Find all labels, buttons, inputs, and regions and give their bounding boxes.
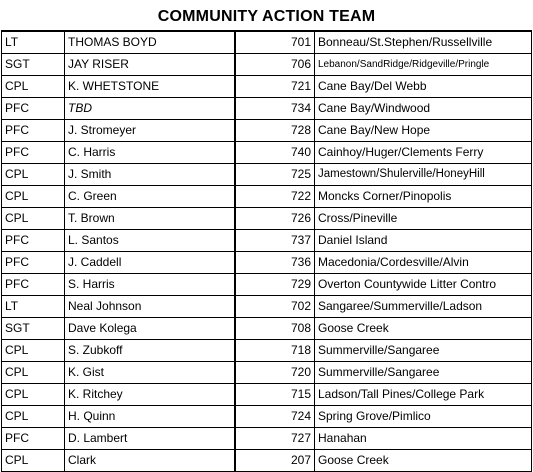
unit-number-cell[interactable]: 718 (235, 340, 315, 362)
unit-number-cell[interactable]: 721 (235, 76, 315, 98)
rank-cell[interactable]: CPL (2, 362, 65, 384)
rank-cell[interactable]: CPL (2, 450, 65, 472)
name-cell[interactable]: C. Harris (65, 142, 236, 164)
area-cell[interactable]: Cainhoy/Huger/Clements Ferry (315, 142, 532, 164)
unit-number-cell[interactable]: 725 (235, 164, 315, 186)
roster-table (1, 30, 532, 472)
rank-cell[interactable]: LT (2, 31, 65, 54)
area-cell[interactable]: Lebanon/SandRidge/Ridgeville/Pringle (315, 54, 532, 76)
unit-number-cell[interactable]: 734 (235, 98, 315, 120)
table-row (2, 296, 532, 318)
name-cell[interactable]: THOMAS BOYD (65, 31, 236, 54)
unit-number-cell[interactable]: 728 (235, 120, 315, 142)
name-cell[interactable]: Clark (65, 450, 236, 472)
rank-cell[interactable]: CPL (2, 76, 65, 98)
area-cell[interactable]: Cane Bay/New Hope (315, 120, 532, 142)
table-row (2, 31, 532, 54)
unit-number-cell[interactable]: 737 (235, 230, 315, 252)
unit-number-cell[interactable]: 720 (235, 362, 315, 384)
rank-cell[interactable]: CPL (2, 384, 65, 406)
name-cell[interactable]: Neal Johnson (65, 296, 236, 318)
unit-number-cell[interactable]: 726 (235, 208, 315, 230)
unit-number-cell[interactable]: 702 (235, 296, 315, 318)
table-row (2, 274, 532, 296)
name-cell[interactable]: TBD (65, 98, 236, 120)
table-row (2, 230, 532, 252)
table-row (2, 142, 532, 164)
name-cell[interactable]: L. Santos (65, 230, 236, 252)
roster-body (2, 31, 532, 472)
area-cell[interactable]: Jamestown/Shulerville/HoneyHill (315, 164, 532, 186)
area-cell[interactable]: Ladson/Tall Pines/College Park (315, 384, 532, 406)
rank-cell[interactable]: CPL (2, 340, 65, 362)
area-cell[interactable]: Hanahan (315, 428, 532, 450)
name-cell[interactable]: J. Stromeyer (65, 120, 236, 142)
name-cell[interactable]: JAY RISER (65, 54, 236, 76)
table-row (2, 450, 532, 472)
table-row (2, 120, 532, 142)
rank-cell[interactable]: CPL (2, 406, 65, 428)
rank-cell[interactable]: CPL (2, 164, 65, 186)
table-row (2, 76, 532, 98)
name-cell[interactable]: S. Zubkoff (65, 340, 236, 362)
rank-cell[interactable]: PFC (2, 428, 65, 450)
name-cell[interactable]: C. Green (65, 186, 236, 208)
table-row (2, 252, 532, 274)
name-cell[interactable]: T. Brown (65, 208, 236, 230)
unit-number-cell[interactable]: 727 (235, 428, 315, 450)
unit-number-cell[interactable]: 708 (235, 318, 315, 340)
area-cell[interactable]: Cane Bay/Del Webb (315, 76, 532, 98)
unit-number-cell[interactable]: 706 (235, 54, 315, 76)
area-cell[interactable]: Summerville/Sangaree (315, 362, 532, 384)
rank-cell[interactable]: CPL (2, 186, 65, 208)
area-cell[interactable]: Sangaree/Summerville/Ladson (315, 296, 532, 318)
rank-cell[interactable]: PFC (2, 98, 65, 120)
name-cell[interactable]: S. Harris (65, 274, 236, 296)
rank-cell[interactable]: CPL (2, 208, 65, 230)
table-row (2, 362, 532, 384)
name-cell[interactable]: J. Caddell (65, 252, 236, 274)
table-row (2, 208, 532, 230)
table-row (2, 318, 532, 340)
rank-cell[interactable]: PFC (2, 252, 65, 274)
name-cell[interactable]: K. Ritchey (65, 384, 236, 406)
name-cell[interactable]: D. Lambert (65, 428, 236, 450)
name-cell[interactable]: K. WHETSTONE (65, 76, 236, 98)
name-cell[interactable]: Dave Kolega (65, 318, 236, 340)
table-row (2, 164, 532, 186)
table-row (2, 428, 532, 450)
area-cell[interactable]: Macedonia/Cordesville/Alvin (315, 252, 532, 274)
area-cell[interactable]: Goose Creek (315, 318, 532, 340)
area-cell[interactable]: Cane Bay/Windwood (315, 98, 532, 120)
rank-cell[interactable]: PFC (2, 120, 65, 142)
rank-cell[interactable]: PFC (2, 142, 65, 164)
area-cell[interactable]: Daniel Island (315, 230, 532, 252)
unit-number-cell[interactable]: 715 (235, 384, 315, 406)
rank-cell[interactable]: PFC (2, 230, 65, 252)
unit-number-cell[interactable]: 722 (235, 186, 315, 208)
table-row (2, 54, 532, 76)
table-row (2, 340, 532, 362)
name-cell[interactable]: H. Quinn (65, 406, 236, 428)
rank-cell[interactable]: LT (2, 296, 65, 318)
area-cell[interactable]: Bonneau/St.Stephen/Russellville (315, 31, 532, 54)
table-row (2, 384, 532, 406)
table-row (2, 186, 532, 208)
unit-number-cell[interactable]: 724 (235, 406, 315, 428)
table-row (2, 406, 532, 428)
area-cell[interactable]: Goose Creek (315, 450, 532, 472)
unit-number-cell[interactable]: 701 (235, 31, 315, 54)
unit-number-cell[interactable]: 736 (235, 252, 315, 274)
rank-cell[interactable]: SGT (2, 54, 65, 76)
area-cell[interactable]: Summerville/Sangaree (315, 340, 532, 362)
rank-cell[interactable]: SGT (2, 318, 65, 340)
area-cell[interactable]: Cross/Pineville (315, 208, 532, 230)
area-cell[interactable]: Overton Countywide Litter Contro (315, 274, 532, 296)
name-cell[interactable]: K. Gist (65, 362, 236, 384)
table-row (2, 98, 532, 120)
unit-number-cell[interactable]: 729 (235, 274, 315, 296)
name-cell[interactable]: J. Smith (65, 164, 236, 186)
unit-number-cell[interactable]: 207 (235, 450, 315, 472)
area-cell[interactable]: Moncks Corner/Pinopolis (315, 186, 532, 208)
page-title: COMMUNITY ACTION TEAM (157, 8, 376, 25)
area-cell[interactable]: Spring Grove/Pimlico (315, 406, 532, 428)
rank-cell[interactable]: PFC (2, 274, 65, 296)
unit-number-cell[interactable]: 740 (235, 142, 315, 164)
